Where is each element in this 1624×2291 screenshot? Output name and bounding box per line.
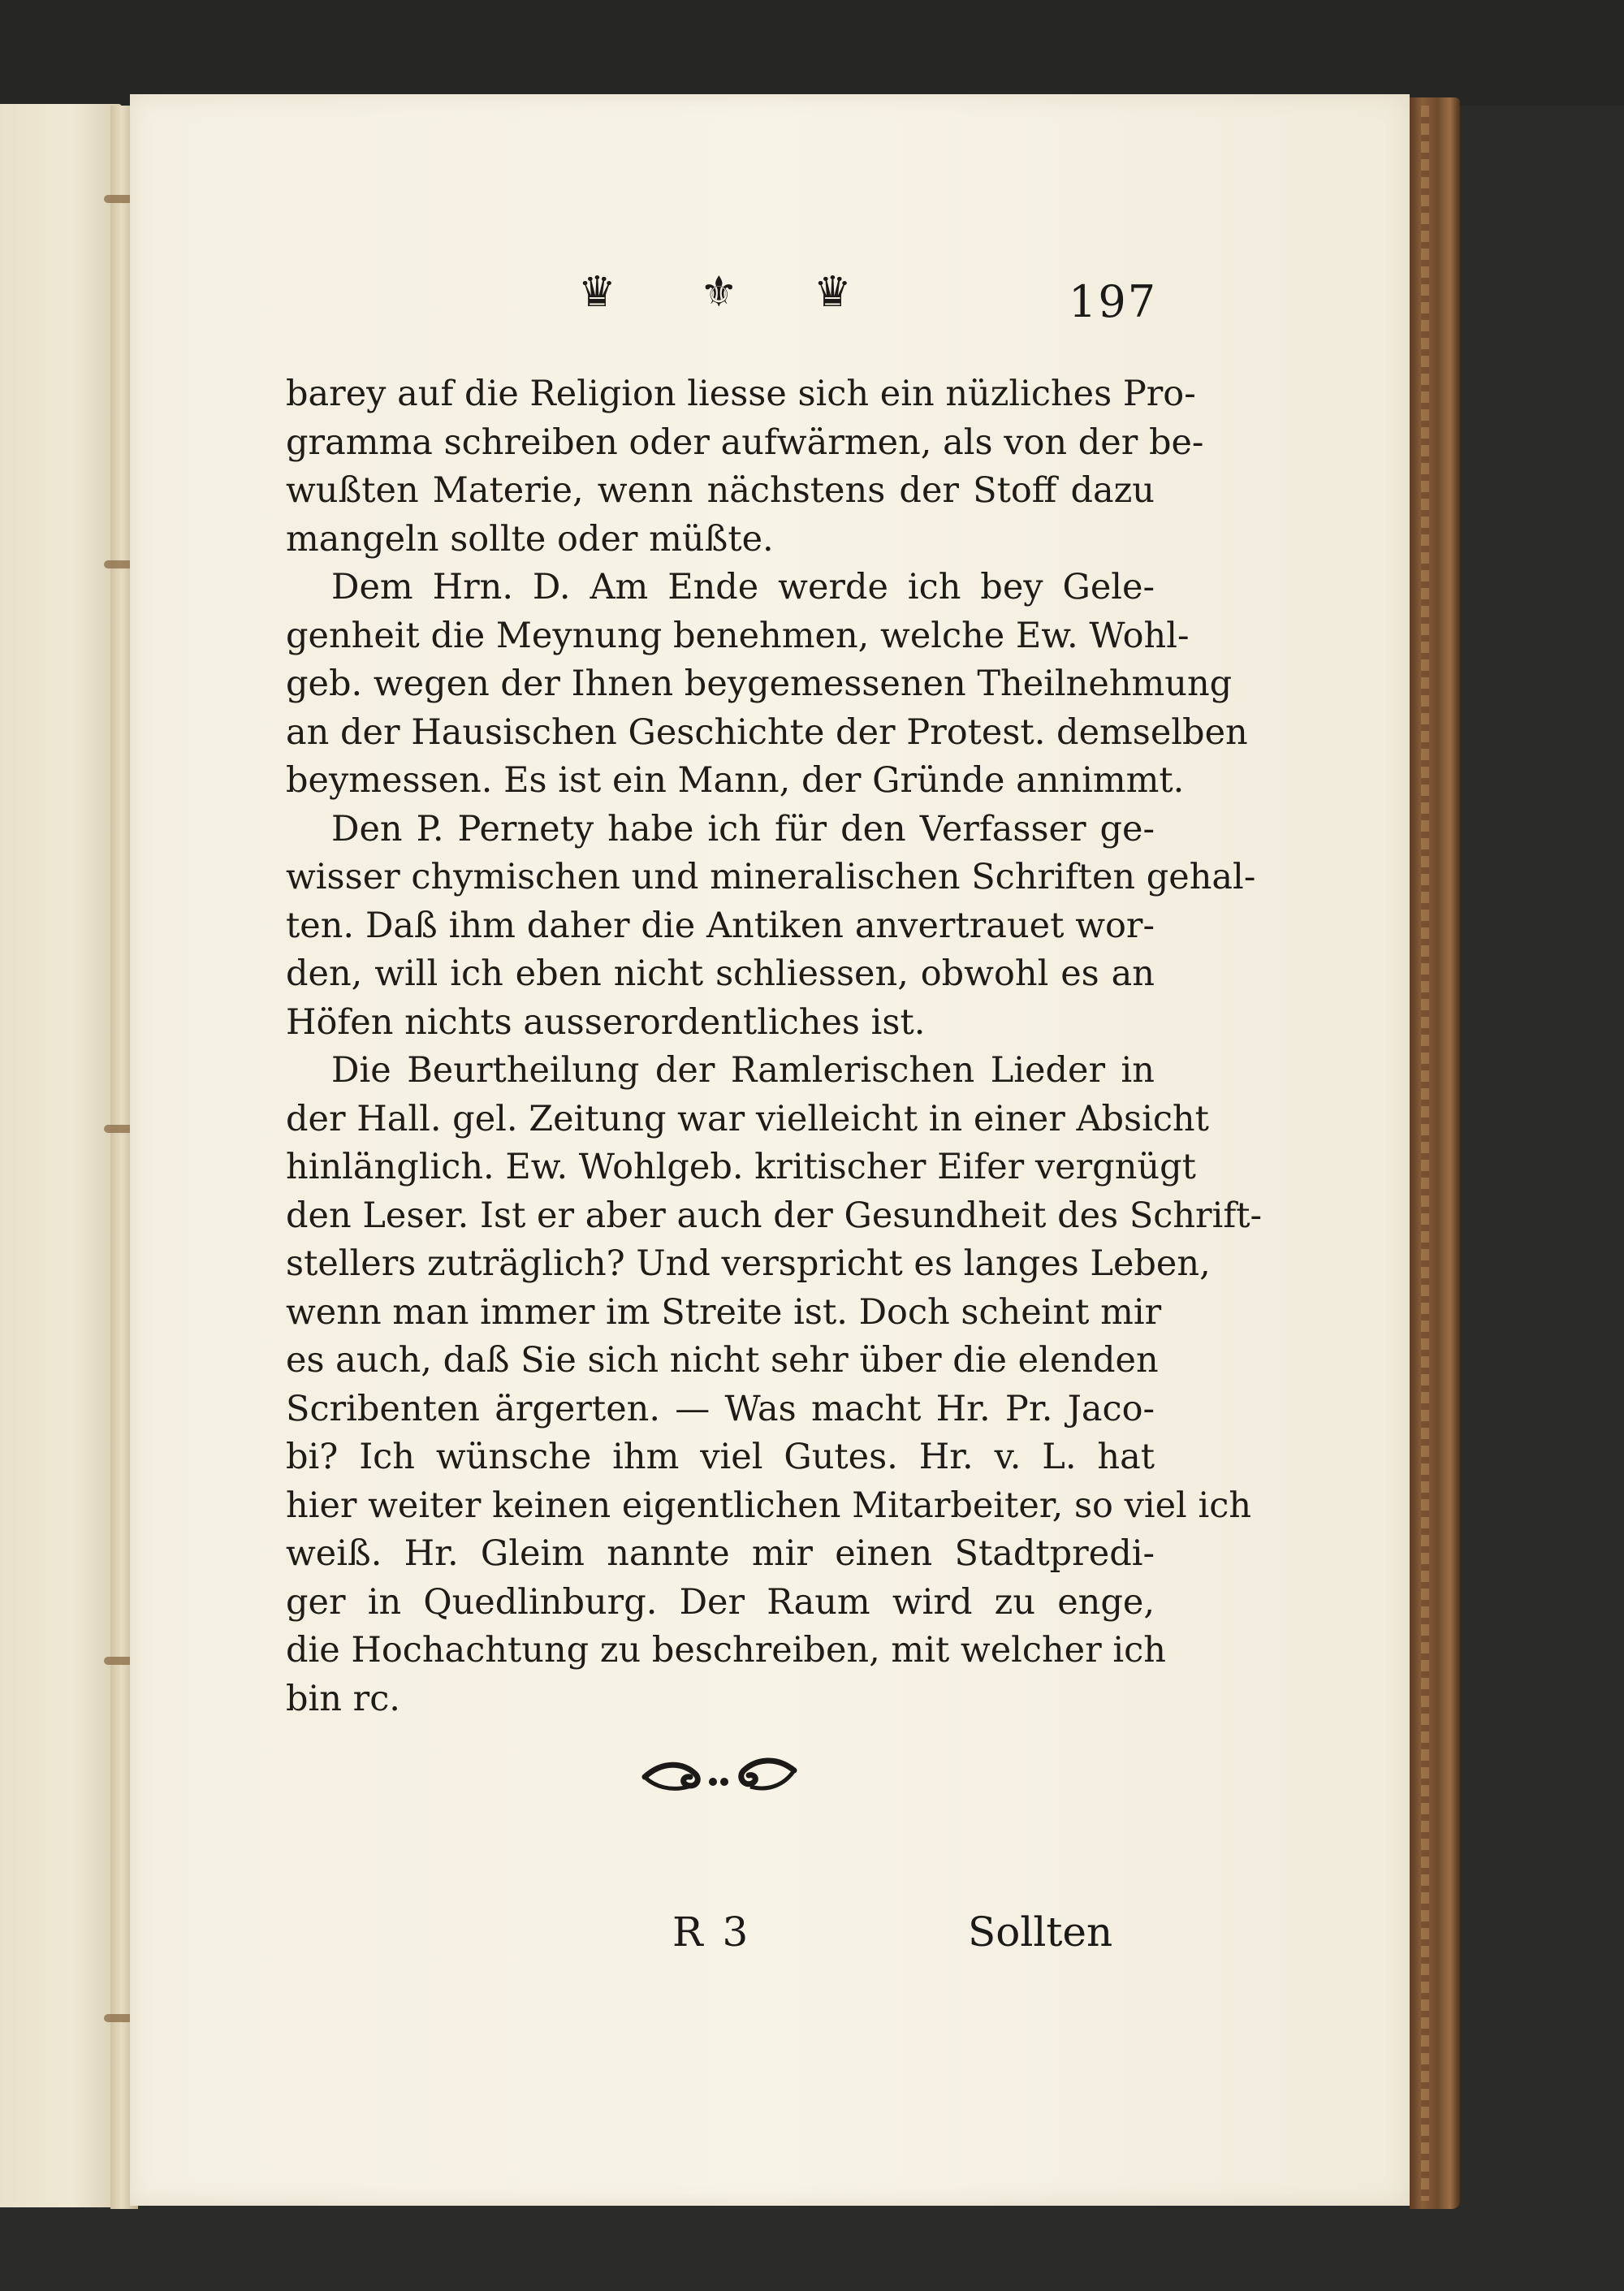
body-text: [286, 370, 1263, 1723]
running-header: [568, 268, 1153, 325]
page-edge-marbled: [1410, 97, 1460, 2209]
text-line: an der Hausischen Geschichte der Protest. demselben: [286, 711, 1248, 753]
text-line: mangeln sollte oder müßte.: [286, 518, 774, 560]
catchword: Sollten: [968, 1908, 1113, 1956]
tailpiece-ornament-icon: [638, 1746, 801, 1803]
fleuron-ornament-icon: ⚜: [700, 268, 738, 317]
text-line: ger in Quedlinburg. Der Raum wird zu enge,: [286, 1581, 1155, 1623]
text-line: bi? Ich wünsche ihm viel Gutes. Hr. v. L. hat: [286, 1437, 1155, 1477]
text-line: Höfen nichts ausserordentliches ist.: [286, 1001, 926, 1043]
crown-ornament-icon: ♛: [814, 268, 852, 317]
text-line: die Hochachtung zu beschreiben, mit welcher ich: [286, 1630, 1166, 1671]
text-line: stellers zuträglich? Und verspricht es langes Leben,: [286, 1243, 1211, 1284]
text-line: geb. wegen der Ihnen beygemessenen Theilnehmung: [286, 664, 1233, 704]
page-number: 197: [1069, 276, 1158, 327]
text-line: Die Beurtheilung der Ramlerischen Lieder in: [331, 1050, 1155, 1091]
text-line: barey auf die Religion liesse sich ein nüzliches Pro-: [286, 374, 1196, 414]
text-line: hinlänglich. Ew. Wohlgeb. kritischer Eifer vergnügt: [286, 1147, 1196, 1187]
text-line: ten. Daß ihm daher die Antiken anvertrauet wor-: [286, 905, 1155, 946]
text-line: bin rc.: [286, 1678, 400, 1719]
facing-page: [0, 104, 122, 2207]
text-line: Dem Hrn. D. Am Ende werde ich bey Gele-: [331, 567, 1155, 607]
text-line: hier weiter keinen eigentlichen Mitarbeiter, so viel ich: [286, 1485, 1252, 1526]
text-line: weiß. Hr. Gleim nannte mir einen Stadtpredi-: [286, 1533, 1155, 1574]
text-line: Den P. Pernety habe ich für den Verfasser ge-: [331, 808, 1155, 849]
page-edge-texture: [1421, 106, 1429, 2201]
text-line: wisser chymischen und mineralischen Schriften gehal-: [286, 857, 1256, 897]
text-line: den, will ich eben nicht schliessen, obwohl es an: [286, 953, 1155, 994]
crown-ornament-icon: ♛: [578, 268, 616, 317]
text-line: beymessen. Es ist ein Mann, der Gründe annimmt.: [286, 760, 1185, 801]
text-line: es auch, daß Sie sich nicht sehr über die elenden: [286, 1340, 1159, 1381]
text-line: den Leser. Ist er aber auch der Gesundheit des Schrift-: [286, 1195, 1263, 1236]
scan-background: [0, 0, 1624, 106]
text-line: wenn man immer im Streite ist. Doch scheint mir: [286, 1291, 1162, 1333]
text-line: der Hall. gel. Zeitung war vielleicht in einer Absicht: [286, 1098, 1209, 1139]
text-line: gramma schreiben oder aufwärmen, als von der be-: [286, 421, 1204, 463]
text-line: Scribenten ärgerten. — Was macht Hr. Pr. Jaco-: [286, 1388, 1155, 1429]
text-line: wußten Materie, wenn nächstens der Stoff dazu: [286, 470, 1155, 511]
signature-mark: R 3: [672, 1908, 752, 1956]
text-line: genheit die Meynung benehmen, welche Ew. Wohl-: [286, 615, 1190, 656]
